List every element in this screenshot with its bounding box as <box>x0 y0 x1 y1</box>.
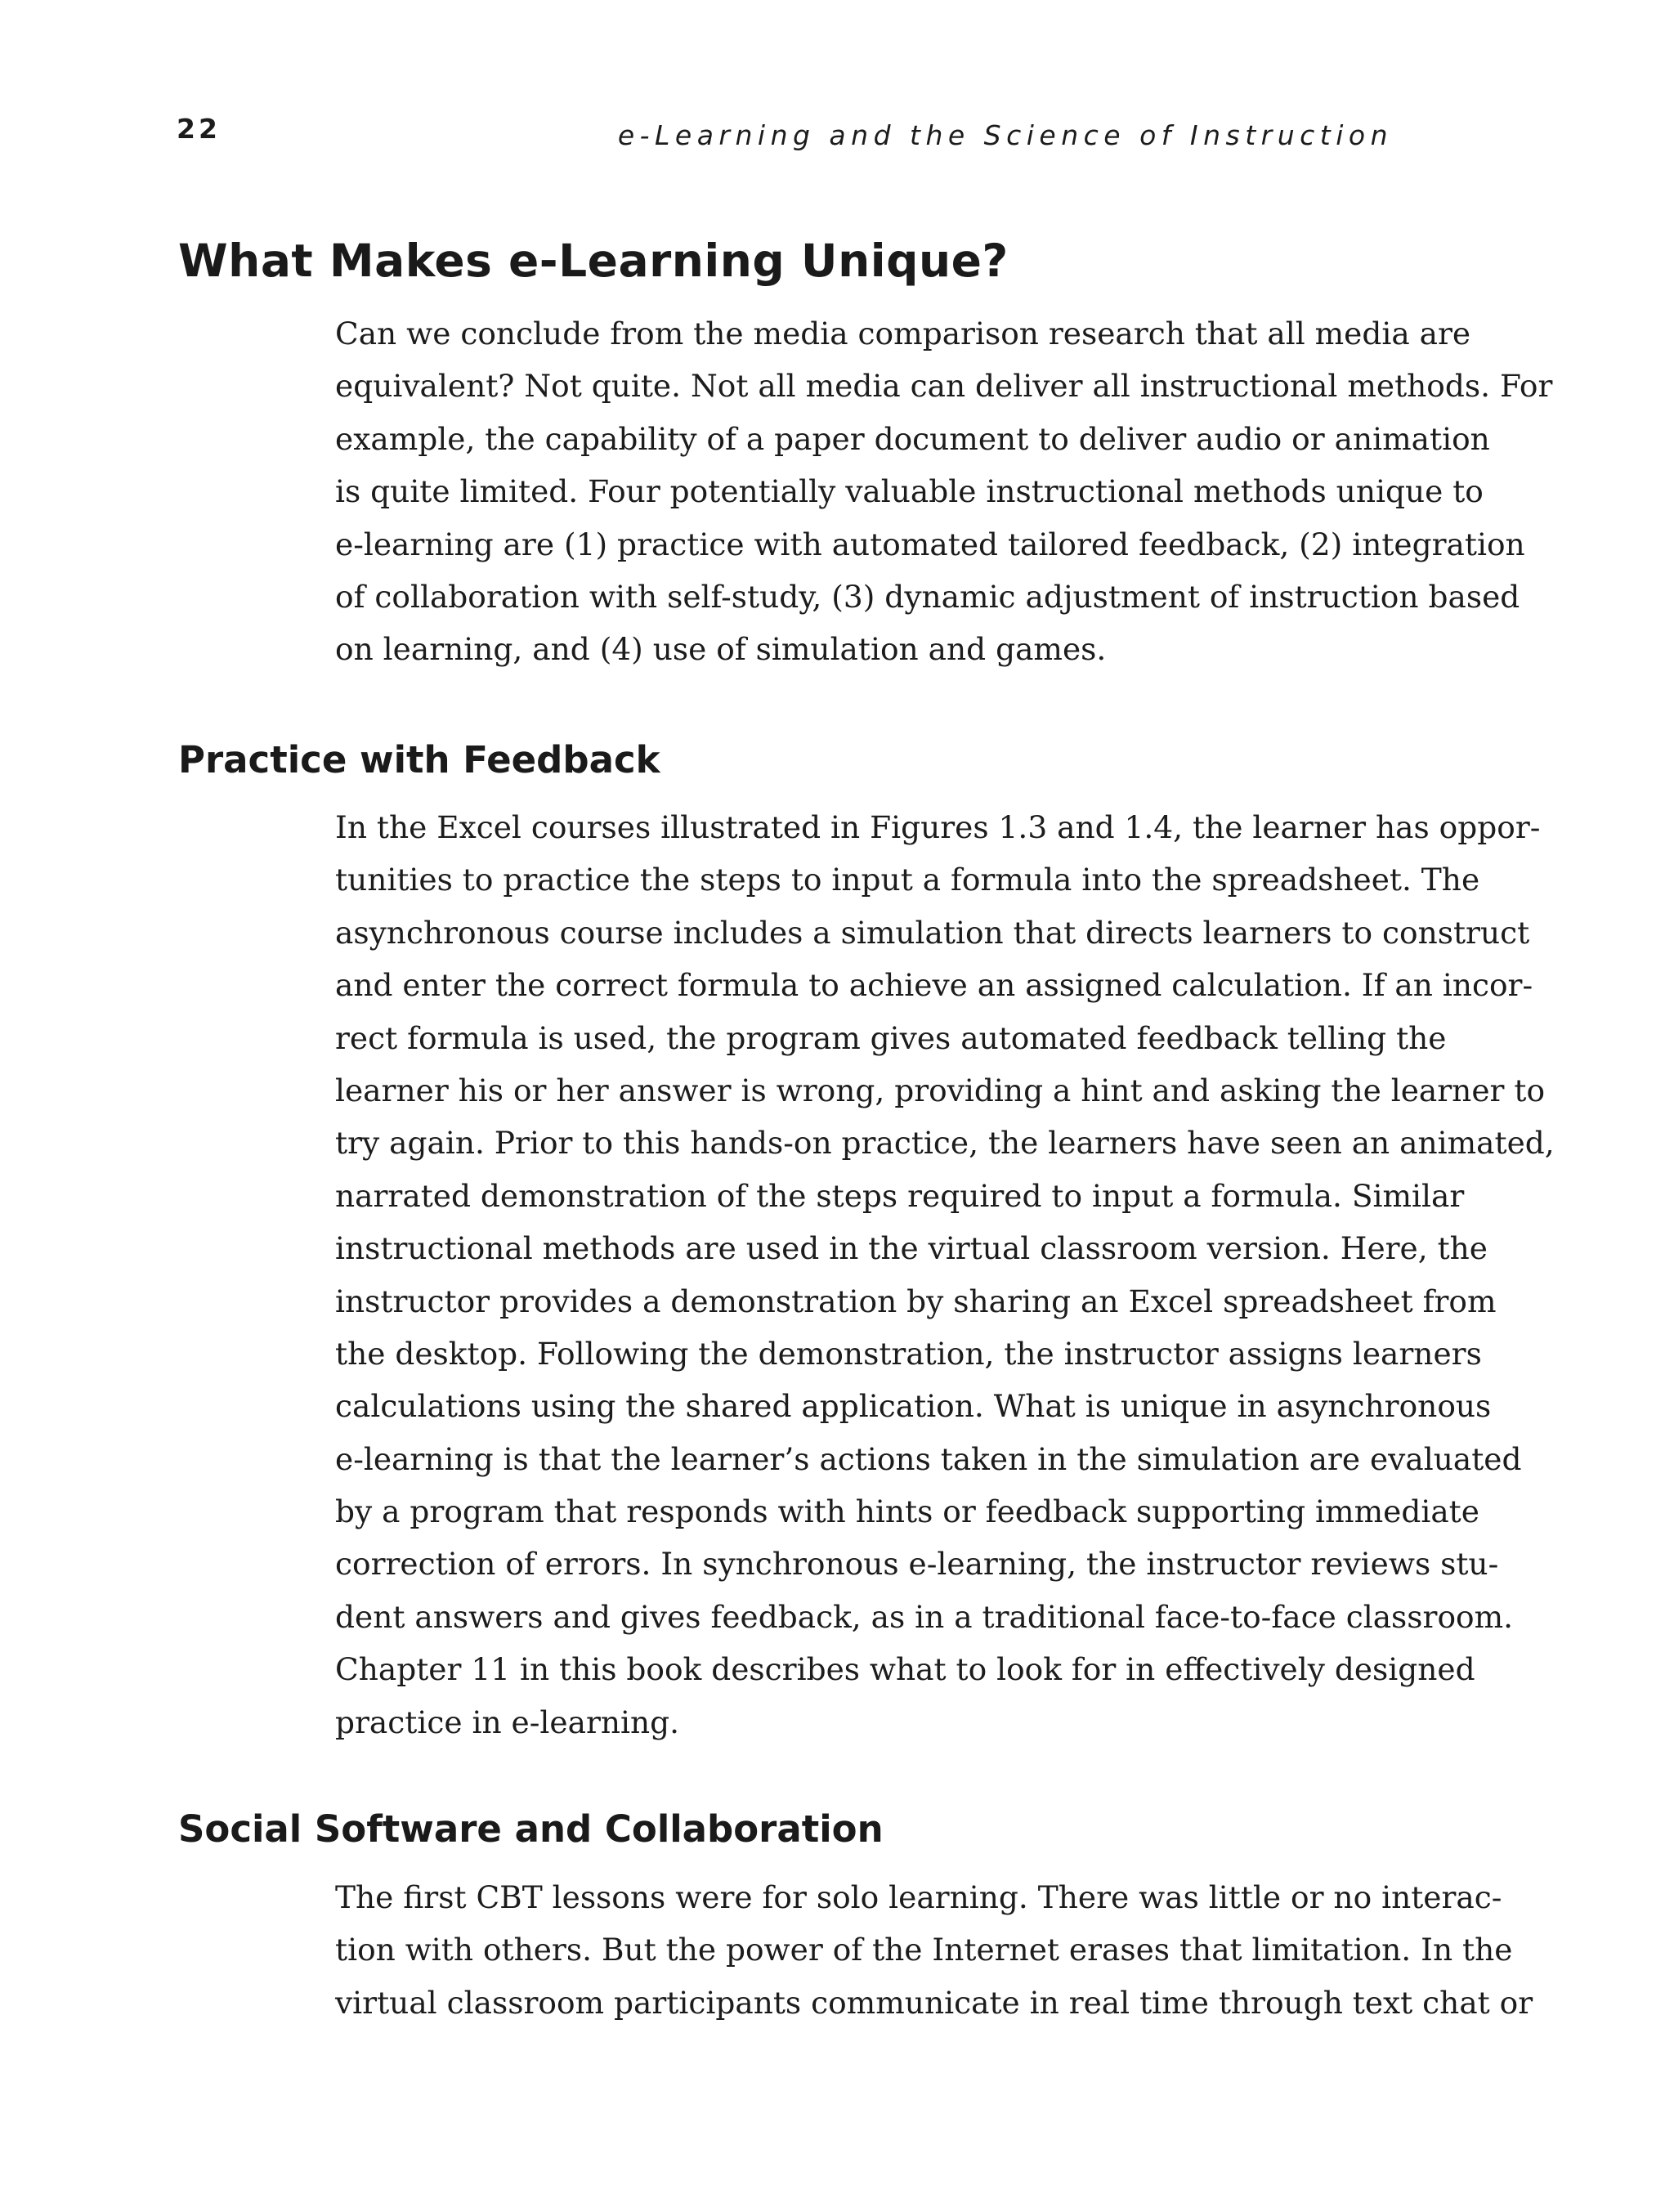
text-line: example, the capability of a paper document to deliver audio or animation <box>335 420 1490 457</box>
text-line: is quite limited. Four potentially valuable instructional methods unique to <box>335 473 1484 510</box>
text-line: practice in e-learning. <box>335 1704 680 1740</box>
text-line: rect formula is used, the program gives automated feedback telling the <box>335 1019 1447 1056</box>
text-line: Chapter 11 in this book describes what to look for in effectively designed <box>335 1651 1475 1688</box>
book-title: e-Learning and the Science of Instruction <box>617 119 1393 151</box>
text-line: instructor provides a demonstration by sharing an Excel spreadsheet from <box>335 1283 1497 1319</box>
text-line: and enter the correct formula to achieve an assigned calculation. If an incor- <box>335 967 1533 1004</box>
paragraph-unique <box>335 307 1553 676</box>
section-heading-social: Social Software and Collaboration <box>178 1807 884 1851</box>
section-heading-practice: Practice with Feedback <box>178 738 660 781</box>
text-line: tunities to practice the steps to input a formula into the spreadsheet. The <box>335 862 1480 898</box>
running-head <box>177 113 1393 162</box>
text-line: equivalent? Not quite. Not all media can deliver all instructional methods. For <box>335 368 1553 405</box>
text-line: tion with others. But the power of the Internet erases that limitation. In the <box>335 1932 1513 1968</box>
text-line: on learning, and (4) use of simulation and games. <box>335 631 1107 668</box>
text-line: correction of errors. In synchronous e-learning, the instructor reviews stu- <box>335 1546 1499 1583</box>
text-line: In the Excel courses illustrated in Figures 1.3 and 1.4, the learner has oppor- <box>335 809 1541 845</box>
text-line: asynchronous course includes a simulation that directs learners to construct <box>335 914 1530 951</box>
text-line: e-learning is that the learner’s actions taken in the simulation are evaluated <box>335 1440 1522 1477</box>
text-line: learner his or her answer is wrong, providing a hint and asking the learner to <box>335 1072 1546 1108</box>
paragraph-social <box>335 1871 1533 2029</box>
text-line: Can we conclude from the media comparison research that all media are <box>335 316 1471 352</box>
text-line: e-learning are (1) practice with automated tailored feedback, (2) integration <box>335 526 1525 562</box>
page-number: 22 <box>177 113 221 145</box>
text-line: by a program that responds with hints or feedback supporting immediate <box>335 1493 1479 1530</box>
text-line: calculations using the shared application. What is unique in asynchronous <box>335 1388 1492 1425</box>
text-line: narrated demonstration of the steps required to input a formula. Similar <box>335 1177 1465 1214</box>
text-line: instructional methods are used in the virtual classroom version. Here, the <box>335 1230 1488 1267</box>
text-line: the desktop. Following the demonstration, the instructor assigns learners <box>335 1335 1482 1372</box>
text-line: dent answers and gives feedback, as in a traditional face-to-face classroom. <box>335 1598 1514 1635</box>
text-line: try again. Prior to this hands-on practice, the learners have seen an animated, <box>335 1125 1555 1162</box>
text-line: of collaboration with self-study, (3) dynamic adjustment of instruction based <box>335 578 1520 615</box>
paragraph-practice <box>335 801 1555 1749</box>
text-line: virtual classroom participants communicate in real time through text chat or <box>335 1984 1533 2021</box>
section-heading-unique: What Makes e-Learning Unique? <box>178 235 1009 287</box>
text-line: The first CBT lessons were for solo learning. There was little or no interac- <box>335 1879 1502 1915</box>
